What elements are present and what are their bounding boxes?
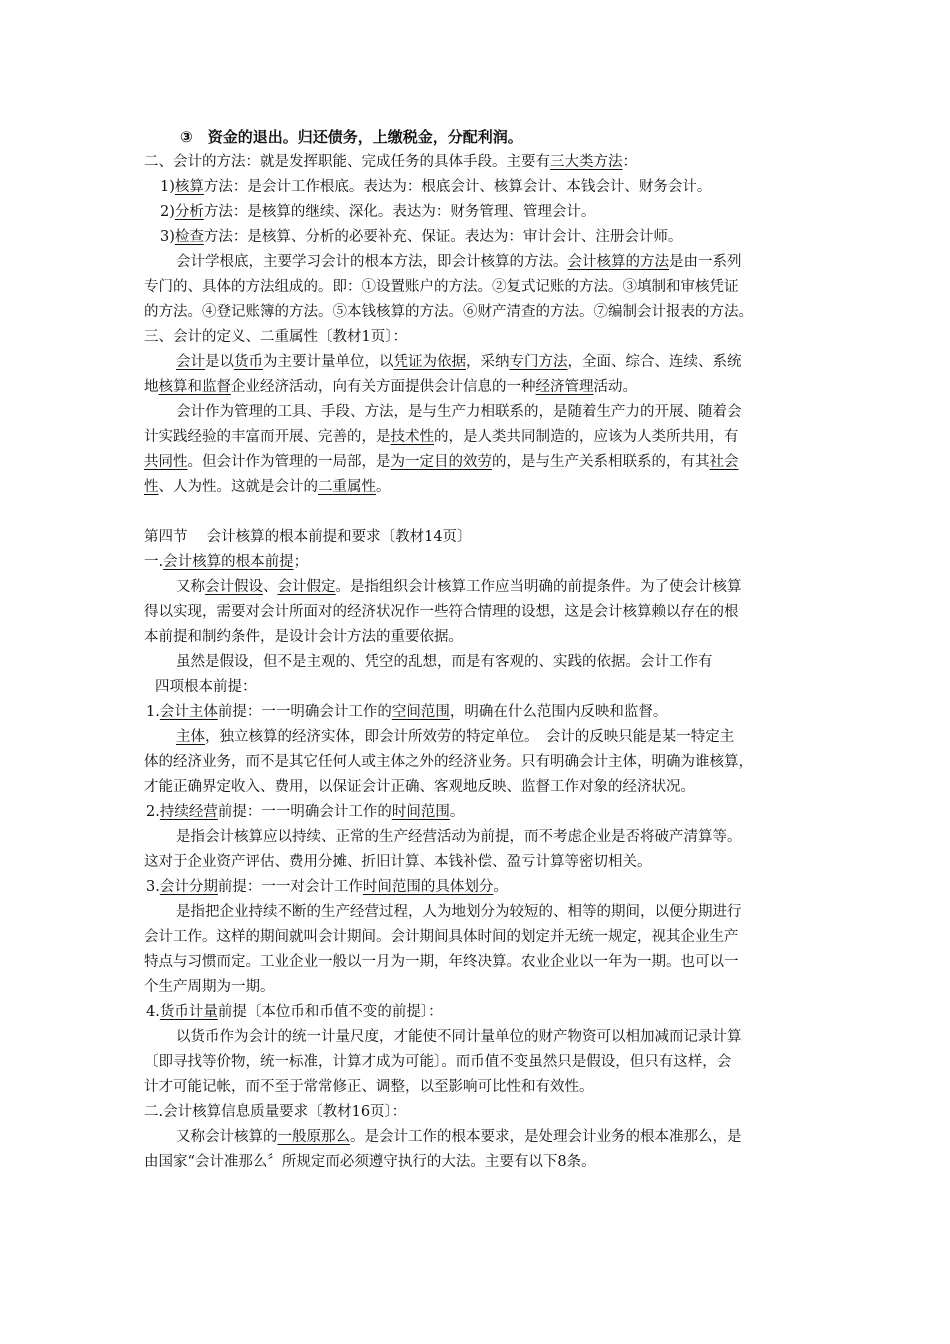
premise-item-monetary: 4.货币计量前提〔本位币和币值不变的前提〕：	[146, 1004, 443, 1020]
paragraph-line: 是指把企业持续不断的生产经营过程，人为地划分为较短的、相等的期间，以便分期进行	[176, 904, 742, 920]
funds-exit-line: ③ 资金的退出。归还债务，上缴税金，分配利润。	[180, 128, 523, 146]
paragraph-line: 计实践经验的丰富而开展、完善的，是技术性的，是人类共同制造的，应该为人类所共用，有	[144, 429, 739, 445]
method-item-analysis: 2)分析方法：是核算的继续、深化。表达为：财务管理、管理会计。	[160, 204, 596, 220]
paragraph-line: 才能正确界定收入、费用，以保证会计正确、客观地反映、监督工作对象的经济状况。	[144, 779, 695, 795]
method-item-inspection: 3)检查方法：是核算、分析的必要补充、保证。表达为：审计会计、注册会计师。	[160, 229, 683, 245]
premise-item-entity: 1.会计主体前提：一一明确会计工作的空间范围，明确在什么范围内反映和监督。	[146, 704, 668, 720]
paragraph-line: 是指会计核算应以持续、正常的生产经营活动为前提，而不考虑企业是否将破产清算等。	[176, 829, 742, 845]
paragraph-line: 本前提和制约条件，是设计会计方法的重要依据。	[144, 629, 463, 645]
subheading-basic-premises: 一.会计核算的根本前提；	[144, 554, 309, 570]
paragraph-line: 〔即寻找等价物，统一标准，计算才成为可能〕。而币值不变虽然只是假设，但只有这样，会	[144, 1054, 732, 1070]
paragraph-line: 性、人为性。这就是会计的二重属性。	[144, 479, 391, 495]
paragraph-line: 又称会计核算的一般原那么。是会计工作的根本要求，是处理会计业务的根本准那么，是	[176, 1129, 742, 1145]
paragraph-line: 会计是以货币为主要计量单位，以凭证为依据，采纳专门方法，全面、综合、连续、系统	[176, 354, 742, 370]
paragraph-line: 的方法。④登记账簿的方法。⑤本钱核算的方法。⑥财产清查的方法。⑦编制会计报表的方法。	[144, 304, 753, 320]
subheading-quality-requirements: 二.会计核算信息质量要求〔教材16页〕：	[144, 1104, 407, 1120]
paragraph-line: 得以实现，需要对会计所面对的经济状况作一些符合情理的设想，这是会计核算赖以存在的根	[144, 604, 739, 620]
paragraph-line: 虽然是假设，但不是主观的、凭空的乱想，而是有客观的、实践的依据。会计工作有	[176, 654, 713, 670]
paragraph-line: 体的经济业务，而不是其它任何人或主体之外的经济业务。只有明确会计主体，明确为谁核算，	[144, 754, 753, 770]
paragraph-line: 主体，独立核算的经济实体，即会计所效劳的特定单位。 会计的反映只能是某一特定主	[176, 729, 735, 745]
paragraph-line: 个生产周期为一期。	[144, 979, 275, 995]
section-heading-definition: 三、会计的定义、二重属性〔教材1页〕：	[144, 329, 407, 345]
section-heading-methods: 二、会计的方法：就是发挥职能、完成任务的具体手段。主要有三大类方法：	[144, 154, 637, 170]
paragraph-line: 这对于企业资产评估、费用分摊、折旧计算、本钱补偿、盈亏计算等密切相关。	[144, 854, 652, 870]
paragraph-line: 又称会计假设、会计假定。是指组织会计核算工作应当明确的前提条件。为了使会计核算	[176, 579, 742, 595]
paragraph-line: 以货币作为会计的统一计量尺度，才能使不同计量单位的财产物资可以相加减而记录计算	[176, 1029, 742, 1045]
paragraph-line: 会计学根底，主要学习会计的根本方法，即会计核算的方法。会计核算的方法是由一系列	[176, 254, 742, 270]
premise-item-going-concern: 2.持续经营前提：一一明确会计工作的时间范围。	[146, 804, 465, 820]
paragraph-line: 四项根本前提：	[155, 679, 257, 695]
paragraph-line: 会计作为管理的工具、手段、方法，是与生产力相联系的，是随着生产力的开展、随着会	[176, 404, 742, 420]
paragraph-line: 会计工作。这样的期间就叫会计期间。会计期间具体时间的划定并无统一规定，视其企业生产	[144, 929, 739, 945]
section-title-fourth: 第四节 会计核算的根本前提和要求〔教材14页〕	[144, 529, 472, 545]
paragraph-line: 特点与习惯而定。工业企业一般以一月为一期，年终决算。农业企业以一年为一期。也可以一	[144, 954, 739, 970]
paragraph-line: 地核算和监督企业经济活动，向有关方面提供会计信息的一种经济管理活动。	[144, 379, 637, 395]
method-item-accounting: 1)核算方法：是会计工作根底。表达为：根底会计、核算会计、本钱会计、财务会计。	[160, 179, 712, 195]
paragraph-line: 共同性。但会计作为管理的一局部，是为一定目的效劳的，是与生产关系相联系的，有其社会	[144, 454, 739, 470]
premise-item-periodicity: 3.会计分期前提：一一对会计工作时间范围的具体划分。	[146, 879, 508, 895]
paragraph-line: 专门的、具体的方法组成的。即：①设置账户的方法。②复式记账的方法。③填制和审核凭证	[144, 279, 739, 295]
paragraph-line: 由国家“会计准那么〞所规定而必须遵守执行的大法。主要有以下8条。	[144, 1154, 596, 1170]
paragraph-line: 计才可能记帐，而不至于常常修正、调整，以至影响可比性和有效性。	[144, 1079, 594, 1095]
